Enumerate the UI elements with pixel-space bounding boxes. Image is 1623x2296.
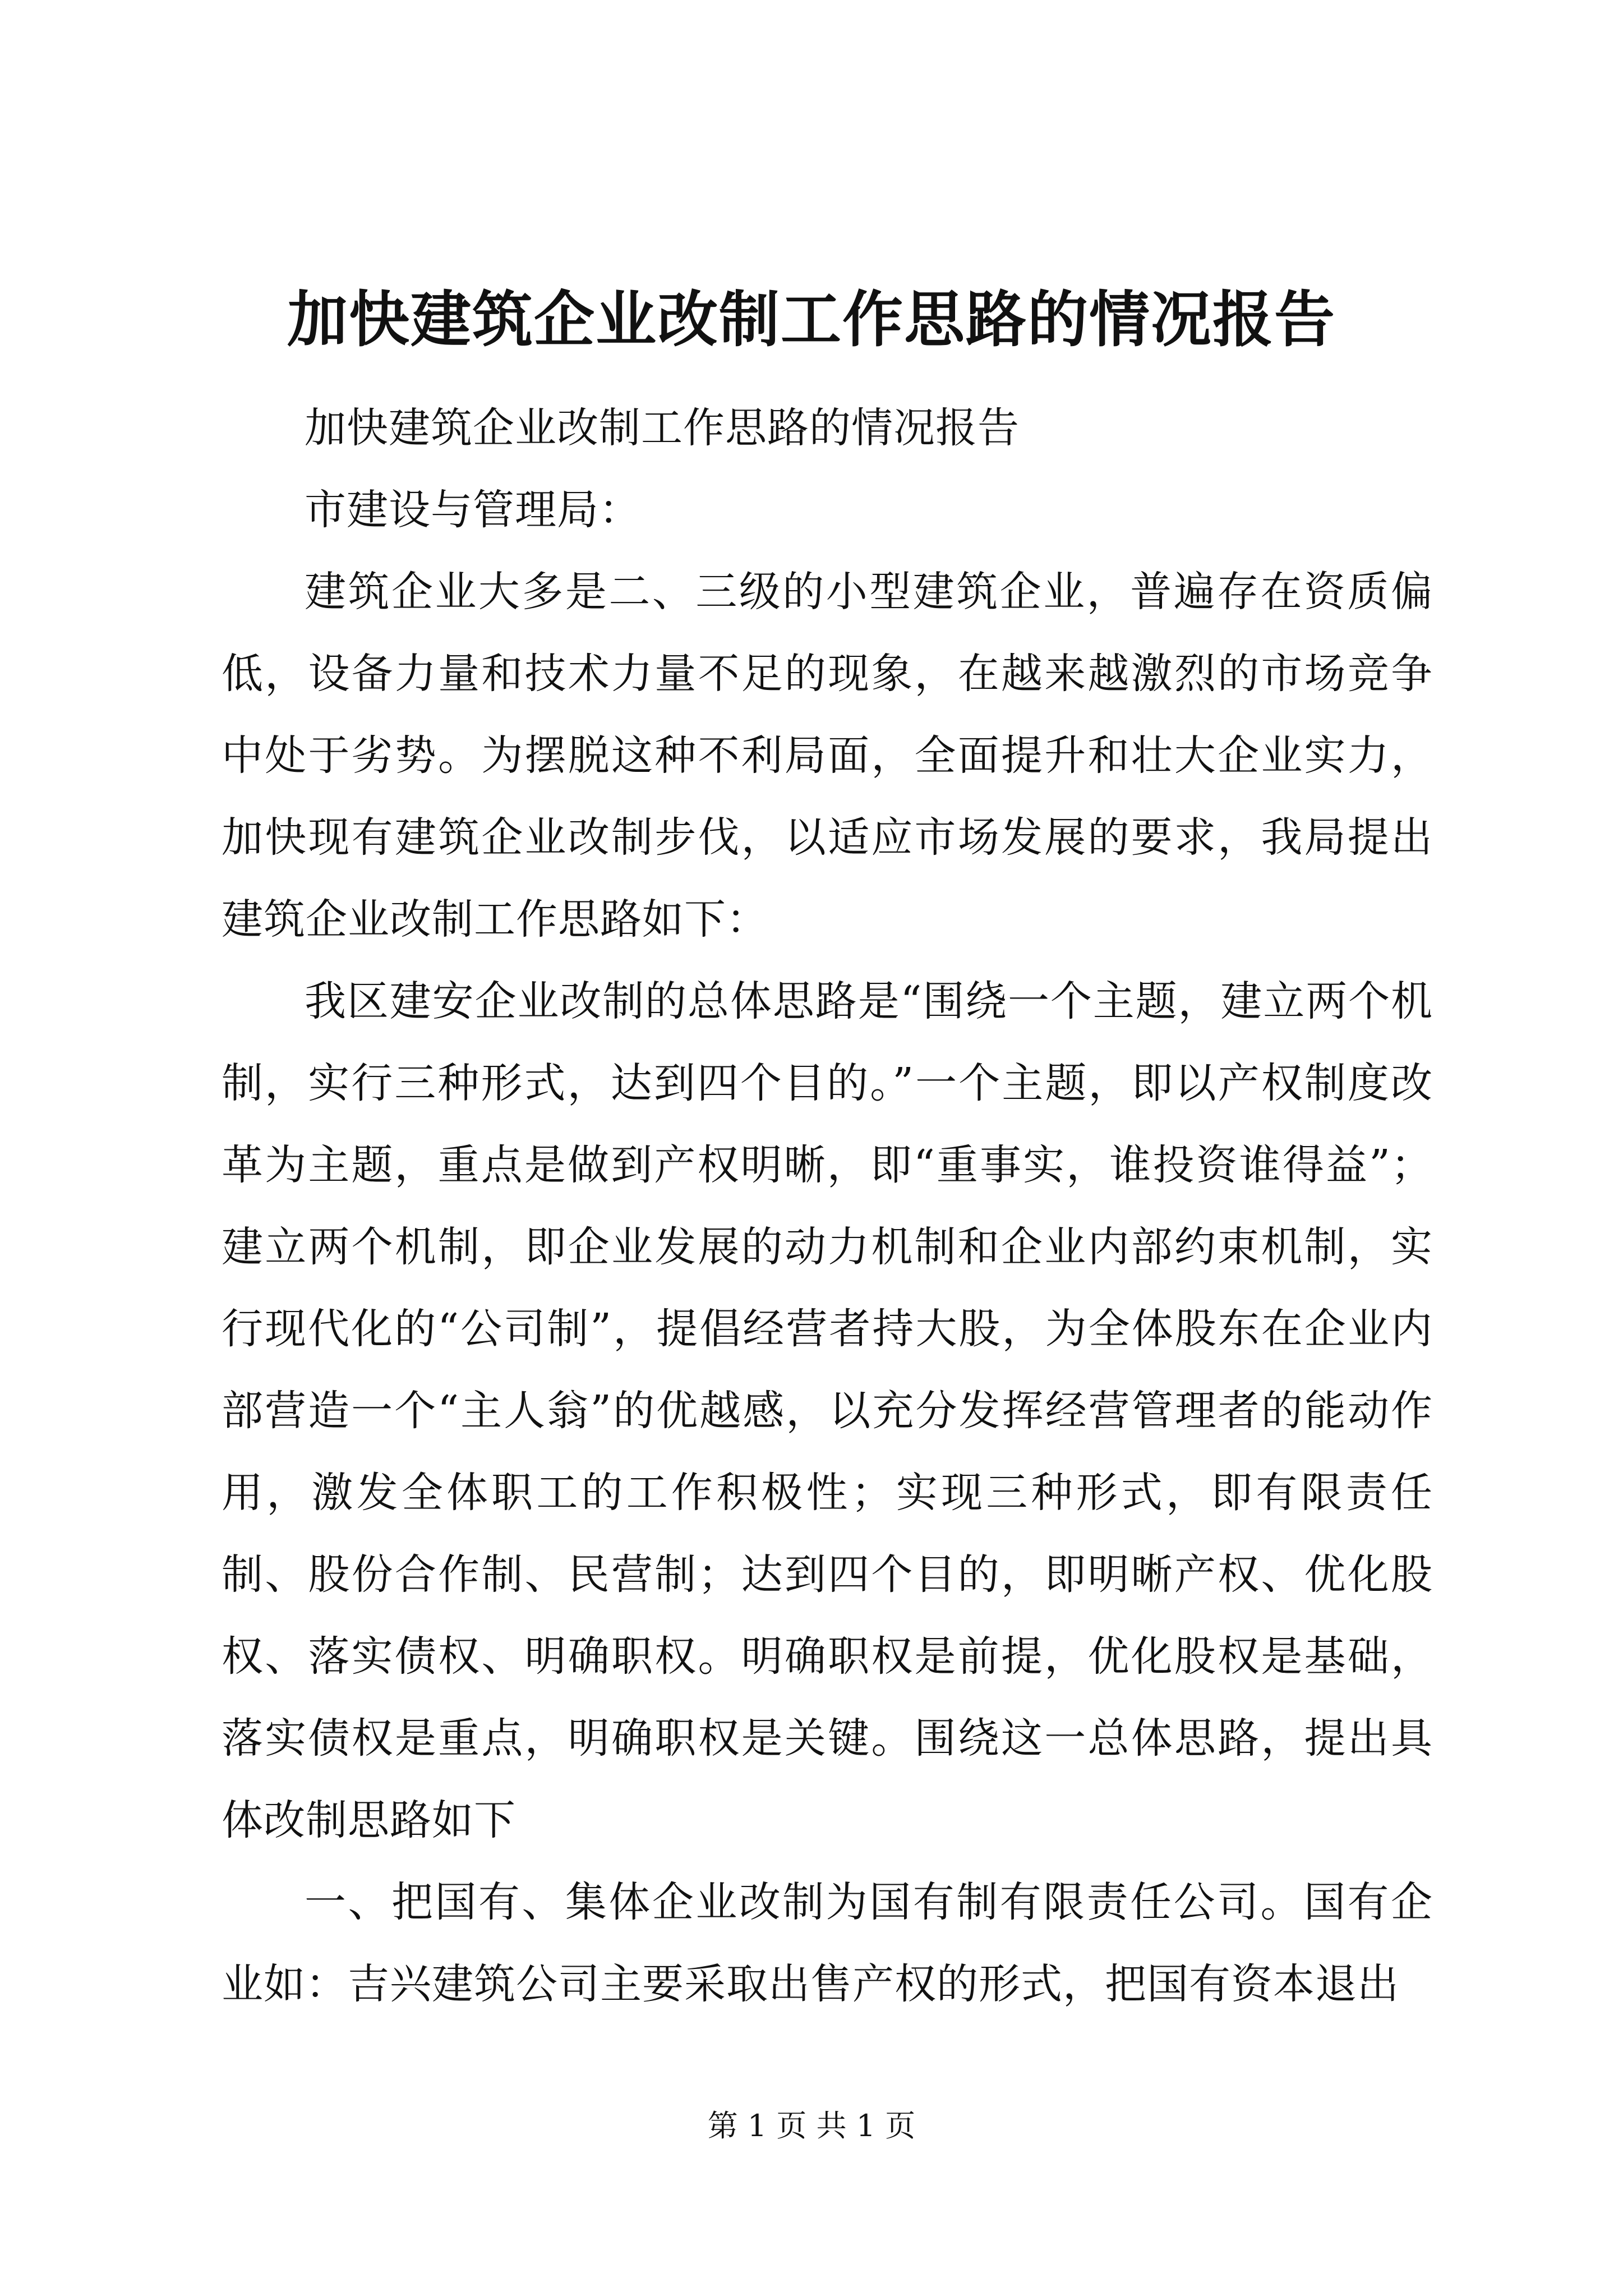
body-paragraph-overall-approach: 我区建安企业改制的总体思路是“围绕一个主题，建立两个机制，实行三种形式，达到四个目的。”一个主题，即以产权制度改革为主题，重点是做到产权明晰，即“重事实，谁投资谁得益”；建立两个机制，即企业发展的动力机制和企业内部约束机制，实行现代化的“公司制”，提倡经营者持大股，为全体股东在企业内部营造一个“主人翁”的优越感，以充分发挥经营管理者的能动作用，激发全体职工的工作积极性；实现三种形式，即有限责任制、股份合作制、民营制；达到四个目的，即明晰产权、优化股权、落实债权、明确职权。明确职权是前提，优化股权是基础，落实债权是重点，明确职权是关键。围绕这一总体思路，提出具体改制思路如下 [222, 977, 1433, 1844]
body-paragraph-salutation: 市建设与管理局： [305, 486, 641, 534]
page-number-label: 第 1 页 共 1 页 [707, 2108, 916, 2143]
page-footer [0, 2106, 1623, 2146]
body-paragraph-intro: 建筑企业大多是二、三级的小型建筑企业，普遍存在资质偏低，设备力量和技术力量不足的现象，在越来越激烈的市场竞争中处于劣势。为摆脱这种不利局面，全面提升和壮大企业实力，加快现有建筑企业改制步伐，以适应市场发展的要求，我局提出建筑企业改制工作思路如下： [222, 568, 1433, 944]
document-title: 加快建筑企业改制工作思路的情况报告 [287, 284, 1336, 355]
body-paragraph-section-one: 一、把国有、集体企业改制为国有制有限责任公司。国有企业如：吉兴建筑公司主要采取出售产权的形式，把国有资本退出 [222, 1878, 1433, 2008]
document-body [222, 387, 1433, 2025]
body-paragraph-subtitle: 加快建筑企业改制工作思路的情况报告 [305, 404, 1020, 452]
